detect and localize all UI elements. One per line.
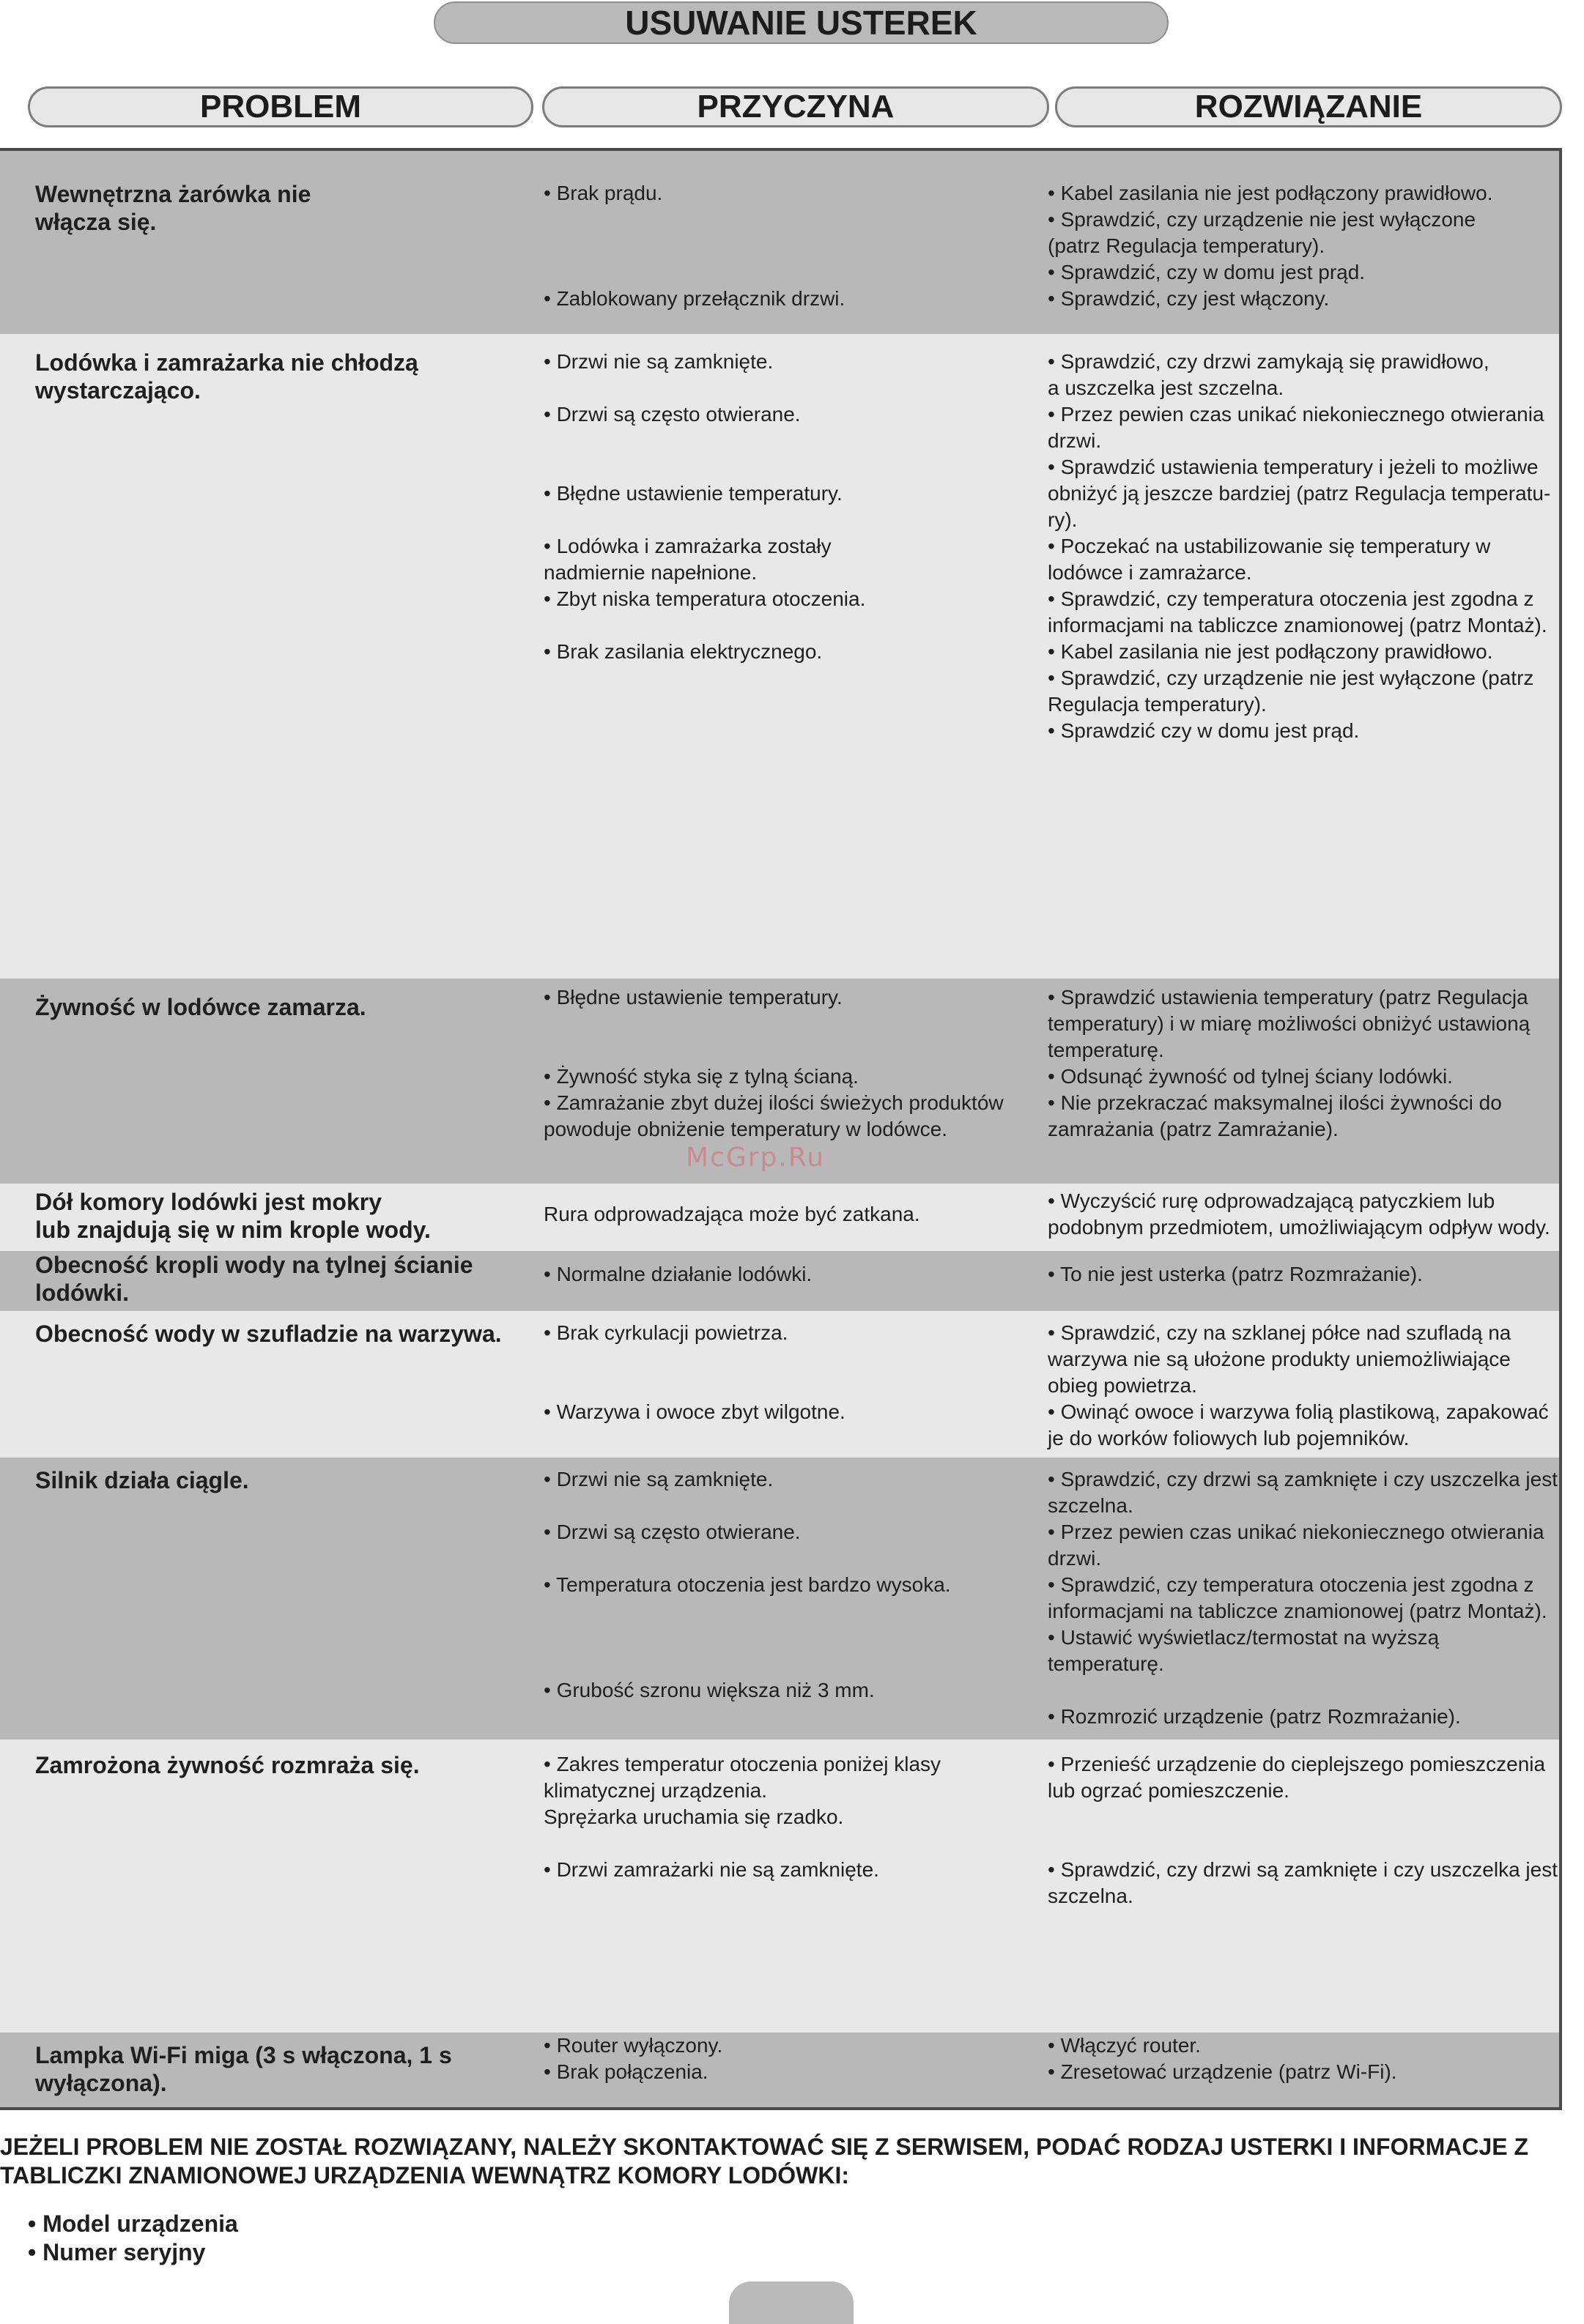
solution-cell: • Sprawdzić, czy drzwi zamykają się prawidłowo, a uszczelka jest szczelna. • Przez pewien czas unikać niekoniecznego otwierania drzwi. • Sprawdzić ustawienia temperatury i jeżeli to możliwe obniżyć ją jeszcze bardziej (patrz Regulacja temperatu- ry). • Poczekać na ustabilizowanie się temperatury w lodówce i zamrażarce. • Sprawdzić, czy temperatura otoczenia jest zgodna z informacjami na tabliczce znamionowej (patrz Montaż). • Kabel zasilania nie jest podłączony prawidłowo. • Sprawdzić, czy urządzenie nie jest wyłączone (patrz Regulacja temperatury). • Sprawdzić czy w domu jest prąd.	[1048, 350, 1551, 742]
problem-cell: Zamrożona żywność rozmraża się.	[35, 1752, 420, 1778]
table-row	[0, 1184, 1562, 1251]
table-row	[0, 1740, 1562, 2032]
header-cause: PRZYCZYNA	[542, 86, 1049, 127]
service-info-list	[28, 2210, 238, 2267]
solution-cell: • To nie jest usterka (patrz Rozmrażanie).	[1048, 1263, 1423, 1285]
problem-cell: Obecność kropli wody na tylnej ścianie lodówki.	[35, 1252, 473, 1306]
service-notice: JEŻELI PROBLEM NIE ZOSTAŁ ROZWIĄZANY, NALEŻY SKONTAKTOWAĆ SIĘ Z SERWISEM, PODAĆ RODZAJ USTERKI I INFORMACJE Z TABLICZKI ZNAMIONOWEJ URZĄDZENIA WEWNĄTRZ KOMORY LODÓWKI:	[0, 2134, 1529, 2189]
problem-cell: Obecność wody w szufladzie na warzywa.	[35, 1321, 502, 1347]
table-row	[0, 151, 1562, 334]
solution-cell: • Włączyć router. • Zresetować urządzenie (patrz Wi-Fi).	[1048, 2034, 1397, 2083]
problem-cell: Silnik działa ciągle.	[35, 1467, 249, 1493]
table-row	[0, 334, 1562, 979]
solution-cell: • Przenieść urządzenie do cieplejszego pomieszczenia lub ogrzać pomieszczenie. • Sprawdzić, czy drzwi są zamknięte i czy uszczelka jest szczelna.	[1048, 1753, 1558, 1907]
list-item: • Numer seryjny	[28, 2239, 206, 2265]
solution-cell: • Wyczyścić rurę odprowadzającą patyczkiem lub podobnym przedmiotem, umożliwiającym odpływ wody.	[1048, 1189, 1550, 1239]
cause-cell: • Drzwi nie są zamknięte. • Drzwi są często otwierane. • Błędne ustawienie temperatury. • Lodówka i zamrażarka zostały nadmiernie napełnione. • Zbyt niska temperatura otoczenia. • Brak zasilania elektrycznego.	[544, 350, 866, 663]
list-item: • Model urządzenia	[28, 2210, 238, 2237]
table-row	[0, 2032, 1562, 2110]
cause-cell: • Router wyłączony. • Brak połączenia.	[544, 2034, 723, 2083]
solution-cell: • Kabel zasilania nie jest podłączony prawidłowo. • Sprawdzić, czy urządzenie nie jest wyłączone (patrz Regulacja temperatury). • Sprawdzić, czy w domu jest prąd. • Sprawdzić, czy jest włączony.	[1048, 182, 1493, 310]
problem-cell: Żywność w lodówce zamarza.	[35, 994, 366, 1020]
troubleshooting-table	[0, 148, 1562, 2110]
solution-cell: • Sprawdzić, czy na szklanej półce nad szufladą na warzywa nie są ułożone produkty uniemożliwiające obieg powietrza. • Owinąć owoce i warzywa folią plastikową, zapakować je do worków foliowych lub pojemników.	[1048, 1321, 1549, 1449]
problem-cell: Wewnętrzna żarówka nie włącza się.	[35, 181, 311, 235]
page-number-tab	[729, 2282, 854, 2324]
problem-cell: Lodówka i zamrażarka nie chłodzą wystarczająco.	[35, 349, 418, 404]
watermark: McGrp.Ru	[686, 1143, 826, 1173]
header-problem: PROBLEM	[28, 86, 533, 127]
cause-cell: • Błędne ustawienie temperatury. • Żywność styka się z tylną ścianą. • Zamrażanie zbyt dużej ilości świeżych produktów powoduje obniżenie temperatury w lodówce.	[544, 986, 1004, 1140]
cause-cell: • Brak prądu. • Zablokowany przełącznik drzwi.	[544, 182, 845, 310]
cause-cell: • Zakres temperatur otoczenia poniżej klasy klimatycznej urządzenia. Sprężarka uruchamia się rzadko. • Drzwi zamrażarki nie są zamknięte.	[544, 1753, 941, 1881]
cause-cell: Rura odprowadzająca może być zatkana.	[544, 1203, 920, 1225]
page-title: USUWANIE USTEREK	[434, 1, 1169, 44]
cause-cell: • Brak cyrkulacji powietrza. • Warzywa i owoce zbyt wilgotne.	[544, 1321, 845, 1423]
header-solution: ROZWIĄZANIE	[1055, 86, 1562, 127]
cause-cell: • Normalne działanie lodówki.	[544, 1263, 813, 1285]
cause-cell: • Drzwi nie są zamknięte. • Drzwi są często otwierane. • Temperatura otoczenia jest bardzo wysoka. • Grubość szronu większa niż 3 mm.	[544, 1468, 951, 1701]
table-row	[0, 1251, 1562, 1311]
table-row	[0, 1458, 1562, 1740]
table-row	[0, 1311, 1562, 1458]
solution-cell: • Sprawdzić ustawienia temperatury (patrz Regulacja temperatury) i w miarę możliwości obniżyć ustawioną temperaturę. • Odsunąć żywność od tylnej ściany lodówki. • Nie przekraczać maksymalnej ilości żywności do zamrażania (patrz Zamrażanie).	[1048, 986, 1531, 1140]
solution-cell: • Sprawdzić, czy drzwi są zamknięte i czy uszczelka jest szczelna. • Przez pewien czas unikać niekoniecznego otwierania drzwi. • Sprawdzić, czy temperatura otoczenia jest zgodna z informacjami na tabliczce znamionowej (patrz Montaż). • Ustawić wyświetlacz/termostat na wyższą temperaturę. • Rozmrozić urządzenie (patrz Rozmrażanie).	[1048, 1468, 1558, 1728]
problem-cell: Dół komory lodówki jest mokry lub znajdują się w nim krople wody.	[35, 1189, 431, 1243]
problem-cell: Lampka Wi-Fi miga (3 s włączona, 1 s wyłączona).	[35, 2042, 452, 2096]
